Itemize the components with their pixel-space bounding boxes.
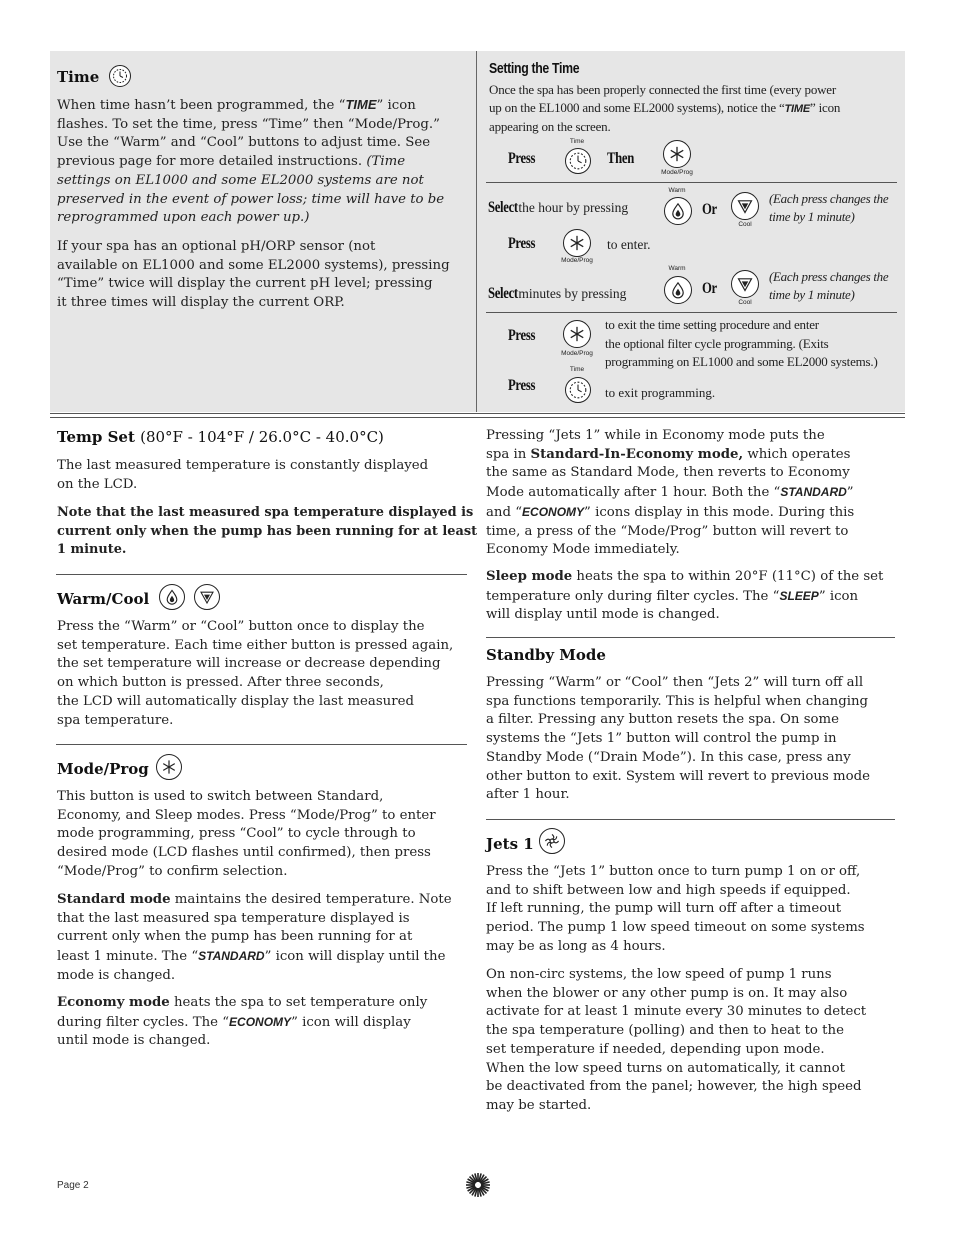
text-line: On non-circ systems, the low speed of pump 1 runs <box>486 967 832 982</box>
text-line: period. The pump 1 low speed timeout on some systems <box>486 920 865 936</box>
text-line: and “ <box>486 504 523 520</box>
time-p2-line: “Time” twice will display the current pH level; pressing <box>57 276 433 292</box>
text-line: on which button is pressed. After three seconds, <box>57 675 384 691</box>
section-divider <box>486 637 895 638</box>
jets1-p2 <box>486 966 866 1116</box>
text-line: maintains the desired temperature. Note <box>170 892 452 907</box>
section-divider <box>56 744 467 745</box>
economy-lcd-icon: ECONOMY <box>229 1014 292 1029</box>
text-line: which operates <box>743 446 851 462</box>
cool-label: Cool <box>738 221 752 228</box>
time-paragraph-1 <box>57 96 444 228</box>
text-line: spa functions temporarily. This is helpful when changing <box>486 693 869 709</box>
column-divider <box>476 51 477 412</box>
or-label: Or <box>702 201 717 218</box>
time-button-icon <box>565 377 591 403</box>
text-line: the set temperature will increase or decrease depending <box>57 656 441 672</box>
warm-icon <box>159 584 185 610</box>
text-line: Economy Mode immediately. <box>486 542 680 558</box>
exit-line: programming on EL1000 and some EL2000 systems.) <box>605 354 878 369</box>
select-hour-text: the hour by pressing <box>518 200 629 215</box>
text-line: Standby Mode (“Drain Mode”). In this case, press any <box>486 749 851 765</box>
time-p2-line: it three times will display the current ORP. <box>57 295 345 311</box>
text-line: may be started. <box>486 1097 592 1113</box>
double-rule <box>50 413 905 418</box>
warm-button-icon <box>664 276 692 304</box>
intro-line: appearing on the screen. <box>489 119 611 134</box>
then-label: Then <box>607 150 634 167</box>
select-minutes-row <box>488 283 626 303</box>
text-line: ” icon will display <box>291 1014 411 1030</box>
temp-set-title: Temp Set <box>57 428 135 446</box>
warm-label: Warm <box>668 265 686 272</box>
exit-time-text <box>605 316 878 372</box>
intro-line: ” icon <box>810 99 841 115</box>
text-line: the same as Standard Mode, then reverts to Economy <box>486 465 850 481</box>
text-line: desired mode (LCD flashes until confirmed), then press <box>57 845 431 861</box>
step-divider <box>486 182 897 183</box>
text-line: spa in <box>486 446 531 462</box>
mode-prog-button-icon <box>663 140 691 168</box>
to-exit-text: to exit programming. <box>605 385 716 400</box>
text-line: when the blower or any other pump is on. It may also <box>486 985 848 1001</box>
text-line: and to shift between low and high speeds if equipped. <box>486 882 851 898</box>
text-line: heats the spa to within 20°F (11°C) of the set <box>572 569 884 584</box>
warm-label: Warm <box>668 187 686 194</box>
text-line: mode programming, press “Cool” to cycle through to <box>57 826 416 842</box>
mode-prog-label: Mode/Prog <box>561 350 593 357</box>
text-line: systems the “Jets 1” button will control the pump in <box>486 731 837 747</box>
sleep-mode-term: Sleep mode <box>486 569 573 584</box>
each-press-note-2 <box>769 268 888 304</box>
text-line: set temperature if needed, depending upon mode. <box>486 1041 825 1057</box>
setting-time-intro <box>489 81 840 136</box>
standard-in-economy-term: Standard-In-Economy mode, <box>530 446 744 462</box>
time-p1-italic-1: settings on EL1000 and some EL2000 systems are not <box>57 172 424 188</box>
text-line: time, a press of the “Mode/Prog” button will revert to <box>486 523 849 539</box>
cool-button-icon <box>731 270 759 298</box>
time-p2-line: If your spa has an optional pH/ORP sensor (not <box>57 239 376 254</box>
mode-prog-text <box>57 788 436 882</box>
mode-prog-heading: Mode/Prog <box>57 760 149 778</box>
or-label: Or <box>702 280 717 297</box>
text-line: on the LCD. <box>57 476 138 492</box>
time-p1-line1a <box>57 98 416 113</box>
text-line: a filter. Pressing any button resets the spa. On some <box>486 712 840 728</box>
note-line: time by 1 minute) <box>769 209 855 224</box>
standby-text <box>486 674 870 805</box>
economy-mode-text <box>57 994 427 1051</box>
exit-line: the optional filter cycle programming. (Exits <box>605 335 829 351</box>
standard-lcd-icon: STANDARD <box>780 485 847 500</box>
each-press-note-1 <box>769 190 888 226</box>
time-button-icon <box>565 148 591 174</box>
text-line: Economy, and Sleep modes. Press “Mode/Prog” to enter <box>57 807 436 823</box>
cool-label: Cool <box>738 299 752 306</box>
note-line: (Each press changes the <box>769 191 889 206</box>
text-line: ” icon <box>818 588 859 604</box>
text-line: current only when the pump has been running for at least <box>57 523 478 539</box>
setting-time-heading: Setting the Time <box>489 60 580 77</box>
time-p1-italic-2: preserved in the event of power loss; time will have to be <box>57 191 445 207</box>
text-line: spa temperature. <box>57 712 174 728</box>
time-button-label: Time <box>569 138 585 145</box>
temp-set-range: (80°F - 104°F / 26.0°C - 40.0°C) <box>140 428 384 446</box>
temp-set-heading <box>57 428 384 446</box>
text-line: 1 minute. <box>57 542 127 558</box>
sleep-lcd-icon: SLEEP <box>779 588 819 603</box>
clock-icon <box>109 65 131 87</box>
intro-line: up on the EL1000 and some EL2000 systems), notice the “ <box>489 99 785 115</box>
text-line: until mode is changed. <box>57 1033 211 1049</box>
text-line: least 1 minute. The “ <box>57 949 199 965</box>
mode-prog-button-icon <box>563 320 591 348</box>
time-p1-italic-0: (Time <box>366 154 406 170</box>
warm-cool-heading: Warm/Cool <box>57 590 150 608</box>
standard-mode-text <box>57 891 452 986</box>
time-lcd-icon: TIME <box>345 97 377 112</box>
time-paragraph-2 <box>57 238 450 313</box>
note-line: (Each press changes the <box>769 269 889 284</box>
temp-set-p1 <box>57 457 428 494</box>
text-line: mode is changed. <box>57 967 176 983</box>
text-line: activate for at least 1 minute every 30 minutes to detect <box>486 1004 867 1020</box>
note-line: time by 1 minute) <box>769 287 855 302</box>
text-fragment: When time hasn’t been programmed, the “ <box>57 98 346 113</box>
sunburst-logo-icon <box>465 1172 491 1198</box>
text-line: ” <box>846 485 854 501</box>
economy-lcd-icon: ECONOMY <box>522 504 585 519</box>
economy-mode-term: Economy mode <box>57 995 170 1010</box>
section-divider <box>486 819 895 820</box>
text-line: Note that the last measured spa temperature displayed is <box>57 505 474 520</box>
text-line: The last measured temperature is constantly displayed <box>57 458 429 473</box>
mode-prog-button-icon <box>563 229 591 257</box>
jets1-p1 <box>486 863 865 957</box>
mode-prog-label: Mode/Prog <box>661 169 693 176</box>
select-minutes-text: minutes by pressing <box>518 286 627 301</box>
text-line: will display until mode is changed. <box>486 607 720 623</box>
standard-mode-term: Standard mode <box>57 892 171 907</box>
warm-button-icon <box>664 197 692 225</box>
jets-icon <box>539 828 565 854</box>
text-line: during filter cycles. The “ <box>57 1014 230 1030</box>
press-label: Press <box>508 235 536 252</box>
text-fragment: ” icon <box>376 98 416 113</box>
jets1-heading: Jets 1 <box>486 835 534 853</box>
text-line: be deactivated from the panel; however, the high speed <box>486 1079 862 1095</box>
press-label: Press <box>508 150 536 167</box>
select-label: Select <box>488 285 518 302</box>
temp-set-note <box>57 504 477 560</box>
page-number: Page 2 <box>57 1180 89 1191</box>
select-label: Select <box>488 199 518 216</box>
section-divider <box>56 574 467 575</box>
text-line: after 1 hour. <box>486 787 570 803</box>
text-line: Press the “Jets 1” button once to turn pump 1 on or off, <box>486 864 861 879</box>
jets-economy-text <box>486 427 854 560</box>
text-line: This button is used to switch between Standard, <box>57 789 384 804</box>
standby-heading: Standby Mode <box>486 646 606 664</box>
time-p1-line4: previous page for more detailed instructions. <box>57 154 363 170</box>
text-line: other button to exit. System will revert to previous mode <box>486 768 870 784</box>
press-label: Press <box>508 377 536 394</box>
text-line: heats the spa to set temperature only <box>169 995 428 1010</box>
press-label: Press <box>508 327 536 344</box>
time-lcd-icon: TIME <box>784 102 811 115</box>
sleep-mode-text <box>486 568 883 625</box>
text-line: When the low speed turns on automatically, it cannot <box>486 1060 845 1076</box>
warm-cool-text <box>57 618 453 730</box>
time-p2-line: available on EL1000 and some EL2000 systems), pressing <box>57 257 450 273</box>
cool-icon <box>194 584 220 610</box>
to-enter-text: to enter. <box>607 237 651 252</box>
text-line: Pressing “Jets 1” while in Economy mode puts the <box>486 428 825 443</box>
mode-prog-label: Mode/Prog <box>561 257 593 264</box>
time-p1-line3: Use the “Warm” and “Cool” buttons to adjust time. See <box>57 135 431 151</box>
time-heading: Time <box>57 68 100 86</box>
text-line: Pressing “Warm” or “Cool” then “Jets 2” will turn off all <box>486 675 864 690</box>
standard-lcd-icon: STANDARD <box>198 949 265 964</box>
intro-line: Once the spa has been properly connected the first time (every power <box>489 82 837 97</box>
text-line: temperature only during filter cycles. The “ <box>486 588 780 604</box>
text-line: set temperature. Each time either button is pressed again, <box>57 637 454 653</box>
text-line: ” icons display in this mode. During this <box>584 504 855 520</box>
time-p1-italic-3: reprogrammed upon each power up.) <box>57 210 310 226</box>
select-hour-row <box>488 197 628 217</box>
time-p1-line2: flashes. To set the time, press “Time” then “Mode/Prog.” <box>57 116 440 132</box>
text-line: may be as long as 4 hours. <box>486 938 666 954</box>
time-button-label: Time <box>569 366 585 373</box>
step-divider <box>486 312 897 313</box>
text-line: ” icon will display until the <box>264 949 446 965</box>
text-line: Press the “Warm” or “Cool” button once to display the <box>57 619 425 634</box>
text-line: current only when the pump has been running for at <box>57 929 413 945</box>
text-line: Mode automatically after 1 hour. Both the “ <box>486 485 781 501</box>
text-line: the spa temperature (polling) and then to heat to the <box>486 1023 844 1039</box>
exit-line: to exit the time setting procedure and enter <box>605 317 819 332</box>
text-line: the LCD will automatically display the last measured <box>57 693 414 709</box>
mode-prog-icon <box>156 754 182 780</box>
text-line: “Mode/Prog” to confirm selection. <box>57 863 288 879</box>
text-line: that the last measured spa temperature displayed is <box>57 910 410 926</box>
text-line: If left running, the pump will turn off after a timeout <box>486 901 842 917</box>
cool-button-icon <box>731 192 759 220</box>
